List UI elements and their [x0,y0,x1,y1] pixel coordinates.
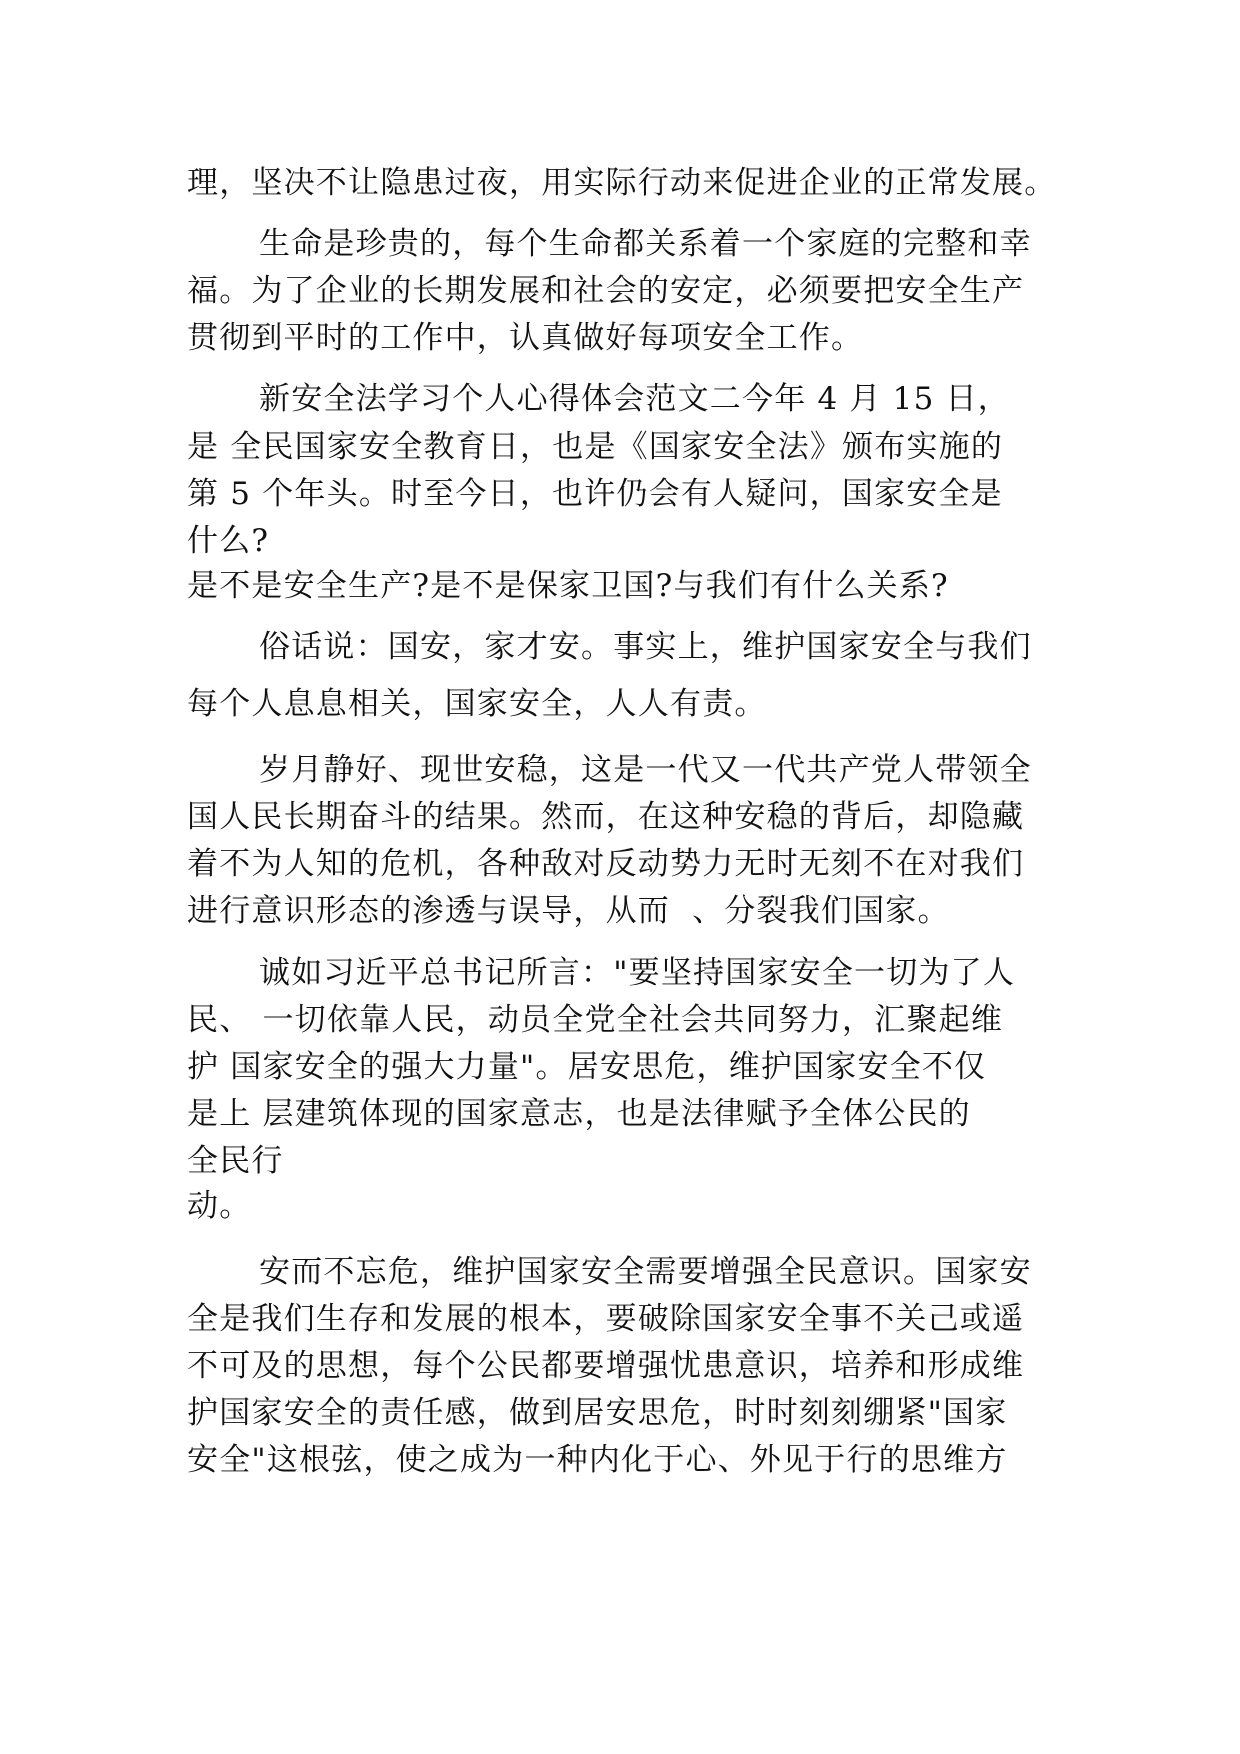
text-line: 护 国家安全的强大力量"。居安思危，维护国家安全不仅 [187,1049,987,1085]
text-line: 是 全民国家安全教育日，也是《国家安全法》颁布实施的 [187,429,1004,465]
text-line: 生命是珍贵的，每个生命都关系着一个家庭的完整和幸 [259,226,1032,262]
text-line: 全民行 [187,1143,284,1179]
text-line: 是上 层建筑体现的国家意志，也是法律赋予全体公民的 [187,1096,971,1132]
text-line: 进行意识形态的渗透与误导，从而 、分裂我们国家。 [187,893,950,929]
text-line: 不可及的思想，每个公民都要增强忧患意识，培养和形成维 [187,1348,1025,1384]
text-line: 民、 一切依靠人民，动员全党全社会共同努力，汇聚起维 [187,1002,1004,1038]
text-line: 俗话说：国安，家才安。事实上，维护国家安全与我们 [259,629,1032,665]
text-line: 理，坚决不让隐患过夜，用实际行动来促进企业的正常发展。 [187,165,1057,201]
text-line: 福。为了企业的长期发展和社会的安定，必须要把安全生产 [187,273,1025,309]
text-line: 安而不忘危，维护国家安全需要增强全民意识。国家安 [259,1254,1032,1290]
text-line: 每个人息息相关，国家安全，人人有责。 [187,686,767,722]
text-line: 全是我们生存和发展的根本，要破除国家安全事不关己或遥 [187,1301,1025,1337]
text-line: 是不是安全生产?是不是保家卫国?与我们有什么关系? [187,568,949,604]
text-line: 护国家安全的责任感，做到居安思危，时时刻刻绷紧"国家 [187,1395,1008,1431]
text-line: 什么? [187,523,270,559]
text-line: 安全"这根弦，使之成为一种内化于心、外见于行的思维方 [187,1442,1008,1478]
text-line: 第 5 个年头。时至今日，也许仍会有人疑问，国家安全是 [187,476,1003,512]
text-line: 国人民长期奋斗的结果。然而，在这种安稳的背后，却隐藏 [187,799,1025,835]
text-line: 着不为人知的危机，各种敌对反动势力无时无刻不在对我们 [187,846,1025,882]
text-line: 新安全法学习个人心得体会范文二今年 4 月 15 日， [259,381,1010,417]
text-line: 动。 [187,1188,252,1224]
text-line: 诚如习近平总书记所言："要坚持国家安全一切为了人 [259,955,1016,991]
text-line: 贯彻到平时的工作中，认真做好每项安全工作。 [187,320,864,356]
text-line: 岁月静好、现世安稳，这是一代又一代共产党人带领全 [259,752,1032,788]
